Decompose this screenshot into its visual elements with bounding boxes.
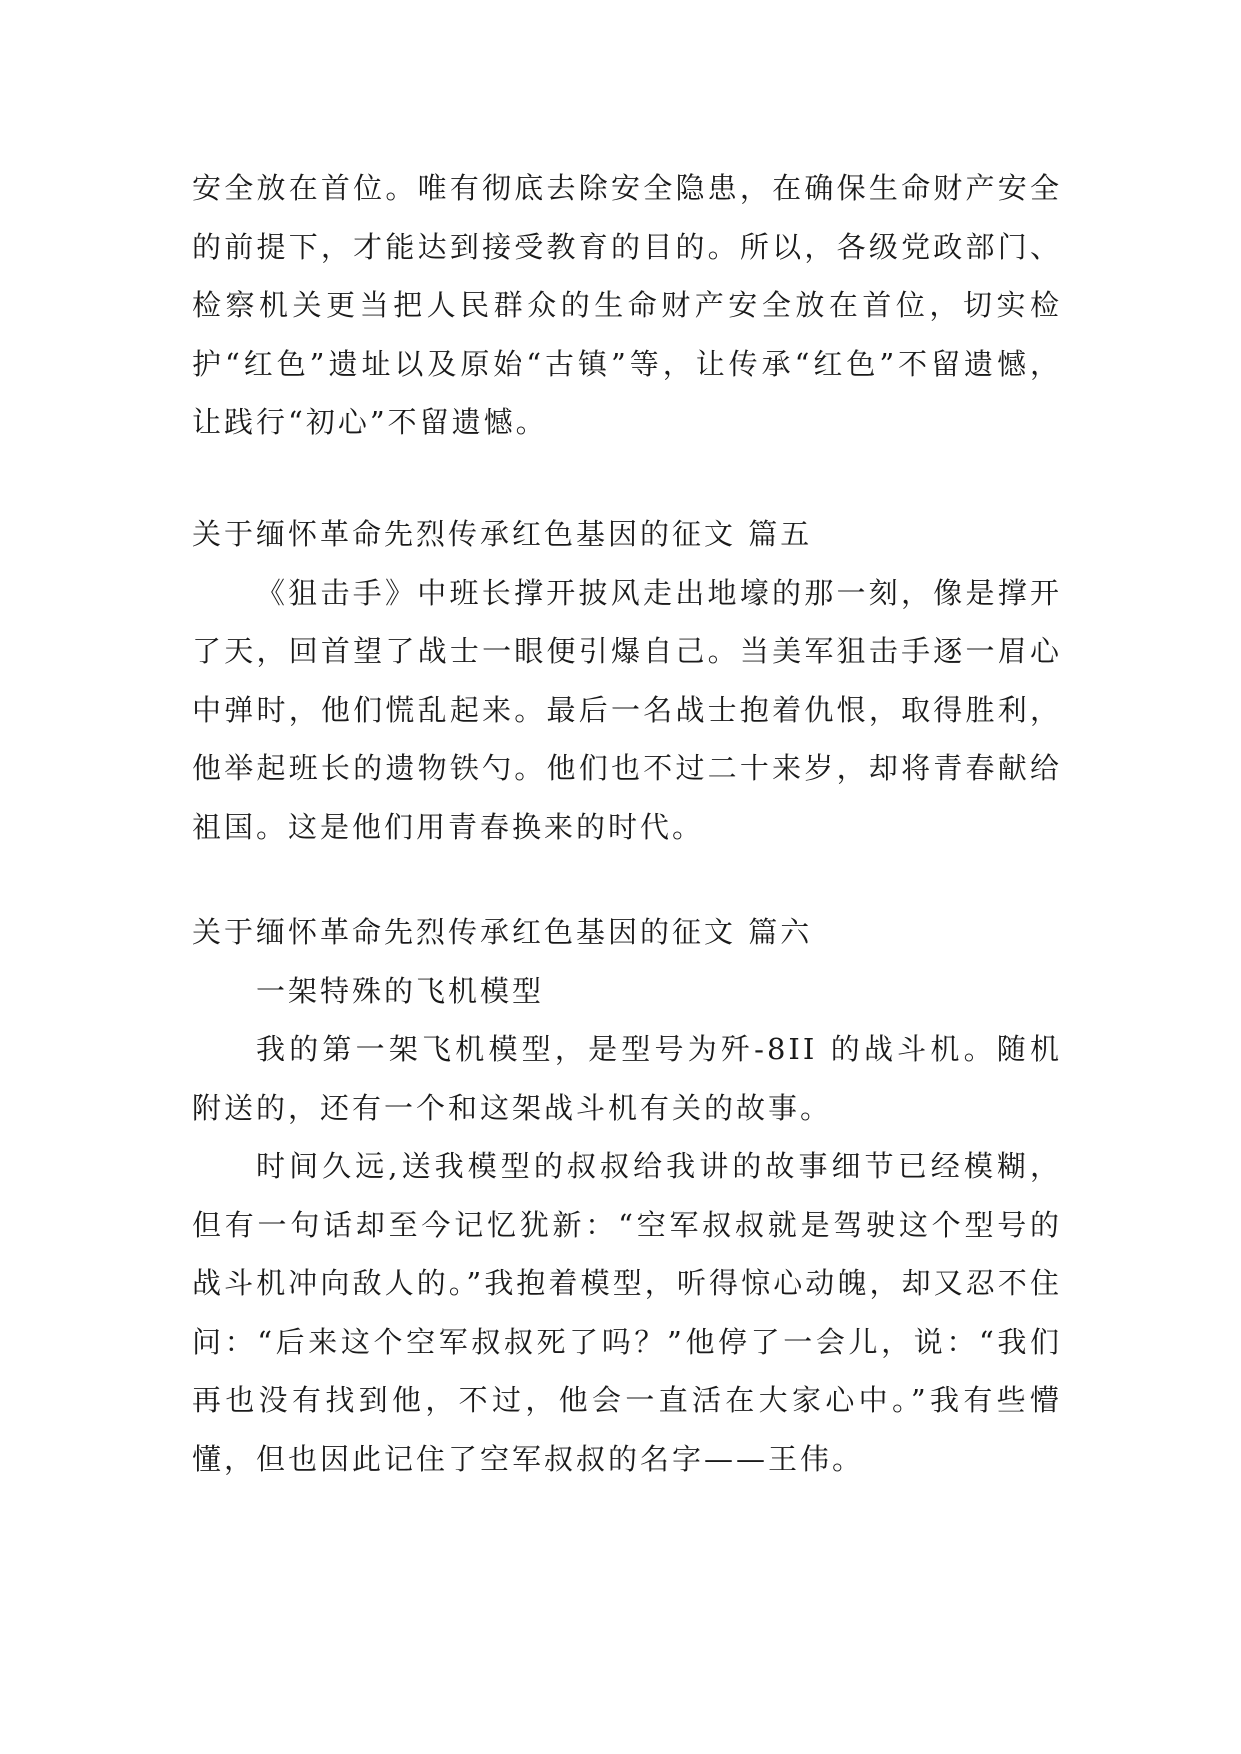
section-six xyxy=(192,903,1062,1488)
section-six-paragraph: 时间久远,送我模型的叔叔给我讲的故事细节已经模糊，但有一句话却至今记忆犹新：“空军叔叔就是驾驶这个型号的战斗机冲向敌人的。”我抱着模型，听得惊心动魄，却又忍不住问：“后来这个空军叔叔死了吗？”他停了一会儿，说：“我们再也没有找到他，不过，他会一直活在大家心中。”我有些懵懂，但也因此记住了空军叔叔的名字——王伟。 xyxy=(192,1149,1062,1476)
section-five-paragraph: 《狙击手》中班长撑开披风走出地壕的那一刻，像是撑开了天，回首望了战士一眼便引爆自己。当美军狙击手逐一眉心中弹时，他们慌乱起来。最后一名战士抱着仇恨，取得胜利，他举起班长的遗物铁勺。他们也不过二十来岁，却将青春献给祖国。这是他们用青春换来的时代。 xyxy=(192,575,1062,844)
intro-paragraph: 安全放在首位。唯有彻底去除安全隐患，在确保生命财产安全的前提下，才能达到接受教育的目的。所以，各级党政部门、检察机关更当把人民群众的生命财产安全放在首位，切实检护“红色”遗址以及原始“古镇”等，让传承“红色”不留遗憾，让践行“初心”不留遗憾。 xyxy=(192,171,1062,439)
section-five-heading: 关于缅怀革命先烈传承红色基因的征文 篇五 xyxy=(192,517,813,551)
section-six-paragraph: 我的第一架飞机模型，是型号为歼-8II 的战斗机。随机附送的，还有一个和这架战斗机有关的故事。 xyxy=(192,1032,1062,1125)
intro-block xyxy=(192,159,1062,452)
section-six-heading: 关于缅怀革命先烈传承红色基因的征文 篇六 xyxy=(192,915,813,949)
section-six-subtitle: 一架特殊的飞机模型 xyxy=(256,973,545,1008)
section-five xyxy=(192,505,1062,856)
